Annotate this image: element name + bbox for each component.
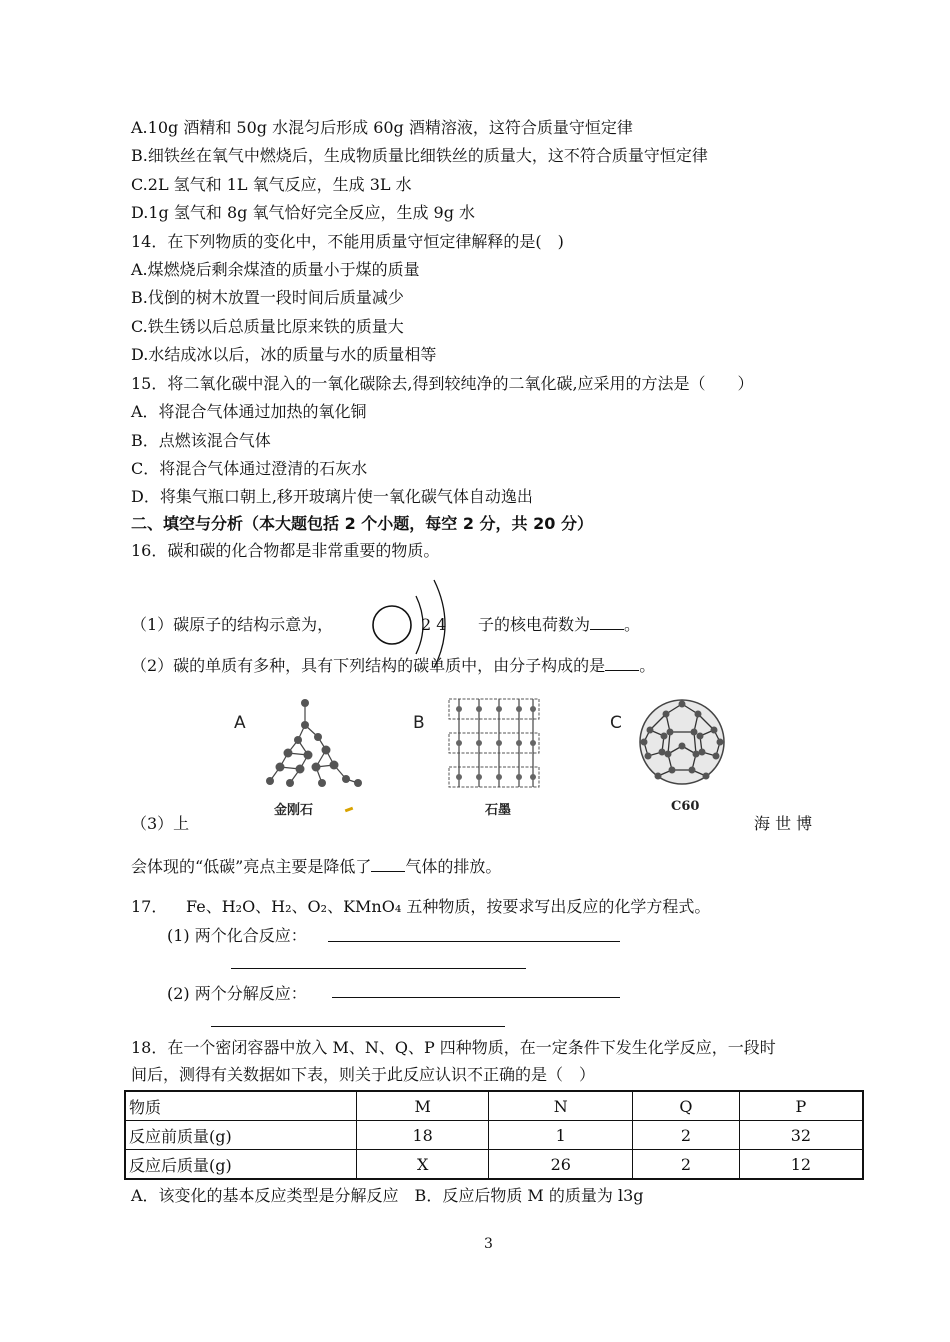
q13-option-b: B.细铁丝在氧气中燃烧后，生成物质量比细铁丝的质量大，这不符合质量守恒定律 — [131, 146, 708, 165]
table-row — [125, 1121, 863, 1150]
table-cell: X — [356, 1150, 489, 1180]
table-cell: 2 — [633, 1150, 740, 1180]
q17-item1: (1) 两个化合反应： — [167, 926, 307, 945]
answer-blank[interactable] — [371, 857, 405, 872]
q14-option-a: A.煤燃烧后剩余煤渣的质量小于煤的质量 — [131, 260, 420, 279]
answer-line[interactable] — [231, 968, 526, 969]
q16-part1-tail — [478, 614, 640, 636]
table-cell: 2 — [633, 1121, 740, 1150]
q14-option-c: C.铁生锈以后总质量比原来铁的质量大 — [131, 317, 404, 336]
table-cell: 反应后质量(g) — [125, 1150, 356, 1180]
c60-structure-image — [636, 690, 728, 794]
figure-label-c: C — [610, 713, 622, 733]
figure-caption-diamond: 金刚石 — [274, 803, 314, 818]
graphite-structure-image — [445, 693, 543, 793]
q18-options: A．该变化的基本反应类型是分解反应 B．反应后物质 M 的质量为 l3g — [131, 1186, 644, 1205]
nucleus-circle — [373, 606, 411, 644]
q14-stem: 14．在下列物质的变化中，不能用质量守恒定律解释的是( ) — [131, 232, 564, 251]
table-cell: 26 — [489, 1150, 633, 1180]
q17-item2: (2) 两个分解反应： — [167, 984, 307, 1003]
q16-part1-end: 。 — [624, 615, 641, 634]
figure-label-a: A — [234, 713, 246, 733]
q15-option-a: A．将混合气体通过加热的氧化铜 — [131, 402, 367, 421]
q15-option-b: B．点燃该混合气体 — [131, 431, 271, 450]
q16-stem: 16．碳和碳的化合物都是非常重要的物质。 — [131, 541, 440, 560]
q16-part3-lead: （3）上 — [131, 814, 190, 833]
q16-part3-line2 — [131, 856, 501, 878]
q13-option-a: A.10g 酒精和 50g 水混匀后形成 60g 酒精溶液，这符合质量守恒定律 — [131, 118, 633, 137]
q16-part3-end: 气体的排放。 — [405, 857, 502, 876]
q16-part2-end: 。 — [639, 656, 656, 675]
q13-option-d: D.1g 氢气和 8g 氧气恰好完全反应，生成 9g 水 — [131, 203, 476, 222]
q16-part3-middle: 海 世 博 — [754, 814, 813, 833]
q16-part1-text: 子的核电荷数为 — [478, 615, 591, 634]
table-cell: 1 — [489, 1121, 633, 1150]
figure-label-b: B — [413, 713, 425, 733]
q16-part3-text: 会体现的“低碳”亮点主要是降低了 — [131, 857, 372, 876]
q15-option-d: D．将集气瓶口朝上,移开玻璃片使一氧化碳气体自动逸出 — [131, 487, 533, 506]
q14-option-b: B.伐倒的树木放置一段时间后质量减少 — [131, 288, 404, 307]
q17-stem-number: 17． — [131, 897, 168, 916]
q13-option-c: C.2L 氢气和 1L 氧气反应，生成 3L 水 — [131, 175, 412, 194]
answer-blank[interactable] — [605, 656, 639, 671]
q18-data-table — [124, 1090, 864, 1180]
table-header-cell: N — [489, 1091, 633, 1121]
q15-stem: 15．将二氧化碳中混入的一氧化碳除去,得到较纯净的二氧化碳,应采用的方法是（ ） — [131, 374, 754, 393]
table-cell: 18 — [356, 1121, 489, 1150]
q17-stem-text: Fe、H₂O、H₂、O₂、KMnO₄ 五种物质，按要求写出反应的化学方程式。 — [186, 897, 711, 916]
stray-mark — [345, 807, 354, 813]
q16-part2 — [131, 655, 655, 677]
figure-caption-c60: C60 — [671, 799, 700, 814]
q18-stem-line1: 18．在一个密闭容器中放入 M、N、Q、P 四种物质，在一定条件下发生化学反应，一段时 — [131, 1038, 776, 1057]
answer-line[interactable] — [328, 941, 620, 942]
table-header-cell: 物质 — [125, 1091, 356, 1121]
answer-blank[interactable] — [590, 615, 624, 630]
table-header-row — [125, 1091, 863, 1121]
table-row — [125, 1150, 863, 1180]
table-header-cell: M — [356, 1091, 489, 1121]
table-cell: 12 — [739, 1150, 863, 1180]
table-cell: 32 — [739, 1121, 863, 1150]
table-header-cell: Q — [633, 1091, 740, 1121]
diamond-structure-image — [260, 695, 365, 793]
section-heading: 二、填空与分析（本大题包括 2 个小题，每空 2 分，共 20 分） — [131, 514, 593, 533]
q18-stem-line2: 间后，测得有关数据如下表，则关于此反应认识不正确的是（ ） — [131, 1065, 596, 1084]
table-header-cell: P — [739, 1091, 863, 1121]
atom-electron-digits: 2 4 — [421, 615, 447, 634]
table-cell: 反应前质量(g) — [125, 1121, 356, 1150]
q14-option-d: D.水结成冰以后，冰的质量与水的质量相等 — [131, 345, 437, 364]
answer-line[interactable] — [211, 1026, 505, 1027]
q15-option-c: C．将混合气体通过澄清的石灰水 — [131, 459, 368, 478]
page-number: 3 — [484, 1236, 493, 1252]
q16-part1-lead: （1）碳原子的结构示意为， — [131, 615, 334, 634]
figure-caption-graphite: 石墨 — [485, 803, 512, 818]
answer-line[interactable] — [332, 997, 620, 998]
q16-part2-text: （2）碳的单质有多种，具有下列结构的碳单质中，由分子构成的是 — [131, 656, 606, 675]
